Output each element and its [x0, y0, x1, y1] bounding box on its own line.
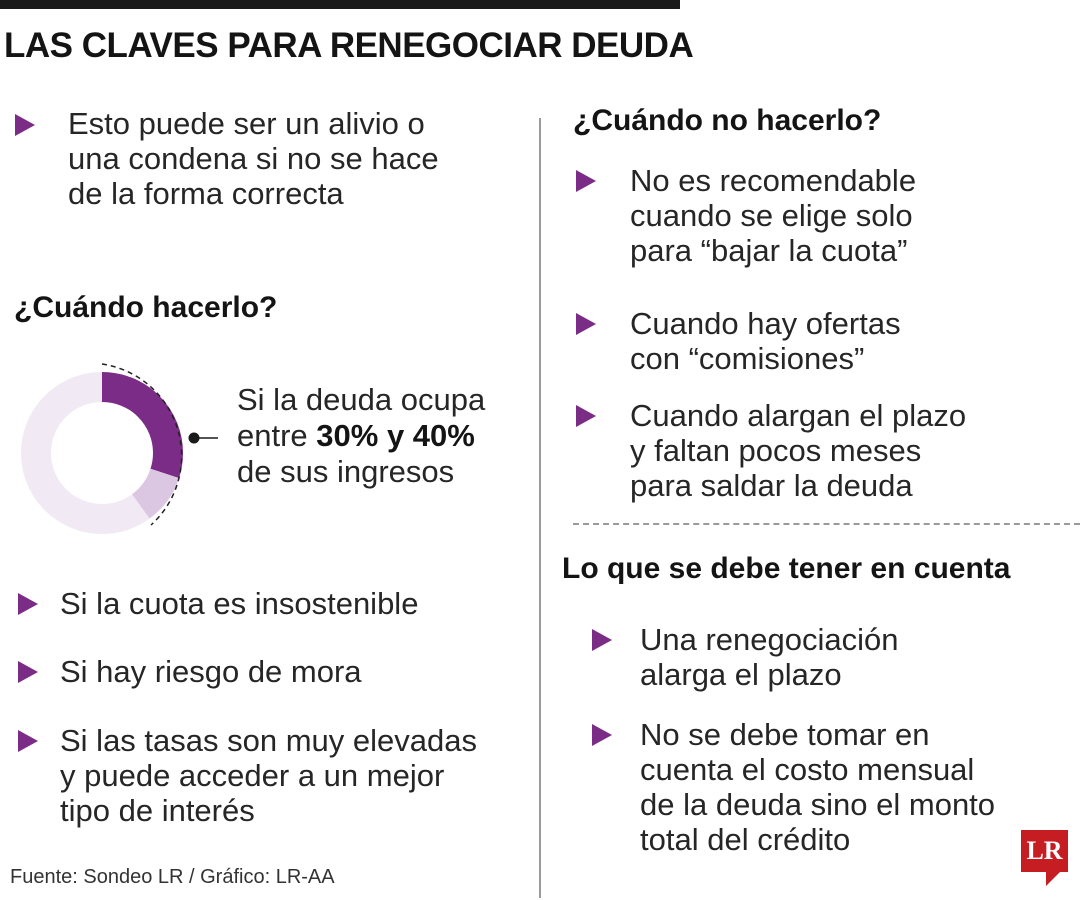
- source-credit: Fuente: Sondeo LR / Gráfico: LR-AA: [10, 866, 335, 888]
- when-not-item: [630, 398, 966, 503]
- page-title: LAS CLAVES PARA RENEGOCIAR DEUDA: [4, 26, 694, 65]
- when-not-item-line: para saldar la deuda: [630, 468, 913, 503]
- donut-label-line: [237, 418, 485, 454]
- when-heading: ¿Cuándo hacerlo?: [14, 291, 278, 324]
- when-item-line: y puede acceder a un mejor: [60, 758, 445, 793]
- when-item: [60, 723, 477, 828]
- bullet-arrow-icon: [18, 593, 38, 615]
- when-item: [60, 586, 418, 621]
- when-item-line: tipo de interés: [60, 793, 255, 828]
- donut-label-range: 30% y 40%: [316, 418, 475, 453]
- bullet-arrow-icon: [18, 661, 38, 683]
- lr-logo: LR: [1021, 830, 1068, 872]
- when-item-line: Si las tasas son muy elevadas: [60, 723, 477, 758]
- when-item-line: Si la cuota es insostenible: [60, 586, 419, 621]
- bullet-arrow-icon: [576, 405, 596, 427]
- consider-item-line: No se debe tomar en: [640, 717, 930, 752]
- intro-line: una condena si no se hace: [68, 141, 439, 176]
- bullet-arrow-icon: [18, 730, 38, 752]
- donut-label-pre: entre: [237, 418, 317, 453]
- consider-item-line: alarga el plazo: [640, 657, 842, 692]
- consider-heading: Lo que se debe tener en cuenta: [562, 552, 1011, 585]
- when-not-item-line: para “bajar la cuota”: [630, 233, 908, 268]
- consider-item-line: de la deuda sino el monto: [640, 787, 996, 822]
- bullet-arrow-icon: [15, 114, 35, 136]
- when-not-item-line: Cuando alargan el plazo: [630, 398, 967, 433]
- bullet-arrow-icon: [592, 724, 612, 746]
- intro-line: de la forma correcta: [68, 176, 344, 211]
- column-divider: [539, 118, 541, 898]
- debt-share-donut-chart: [18, 355, 218, 555]
- when-item-line: Si hay riesgo de mora: [60, 654, 362, 689]
- intro-text: [68, 106, 439, 211]
- section-divider-dashed: [573, 523, 1080, 525]
- when-not-item-line: con “comisiones”: [630, 341, 865, 376]
- when-not-item-line: Cuando hay ofertas: [630, 306, 901, 341]
- bullet-arrow-icon: [576, 313, 596, 335]
- when-item: [60, 654, 362, 689]
- consider-item-line: total del crédito: [640, 822, 851, 857]
- when-not-heading: ¿Cuándo no hacerlo?: [573, 104, 882, 137]
- when-not-item-line: No es recomendable: [630, 163, 917, 198]
- lr-logo-tail: [1046, 872, 1060, 886]
- consider-item-line: cuenta el costo mensual: [640, 752, 975, 787]
- when-not-item-line: cuando se elige solo: [630, 198, 913, 233]
- intro-line: Esto puede ser un alivio o: [68, 106, 425, 141]
- when-not-item: [630, 163, 916, 268]
- consider-item: [640, 717, 995, 857]
- top-rule: [0, 0, 680, 9]
- donut-label-line: Si la deuda ocupa: [237, 382, 486, 417]
- when-not-item: [630, 306, 901, 376]
- when-not-item-line: y faltan pocos meses: [630, 433, 922, 468]
- donut-label-line: de sus ingresos: [237, 454, 455, 489]
- consider-item-line: Una renegociación: [640, 622, 899, 657]
- bullet-arrow-icon: [592, 629, 612, 651]
- donut-label: [237, 382, 485, 490]
- bullet-arrow-icon: [576, 170, 596, 192]
- consider-item: [640, 622, 899, 692]
